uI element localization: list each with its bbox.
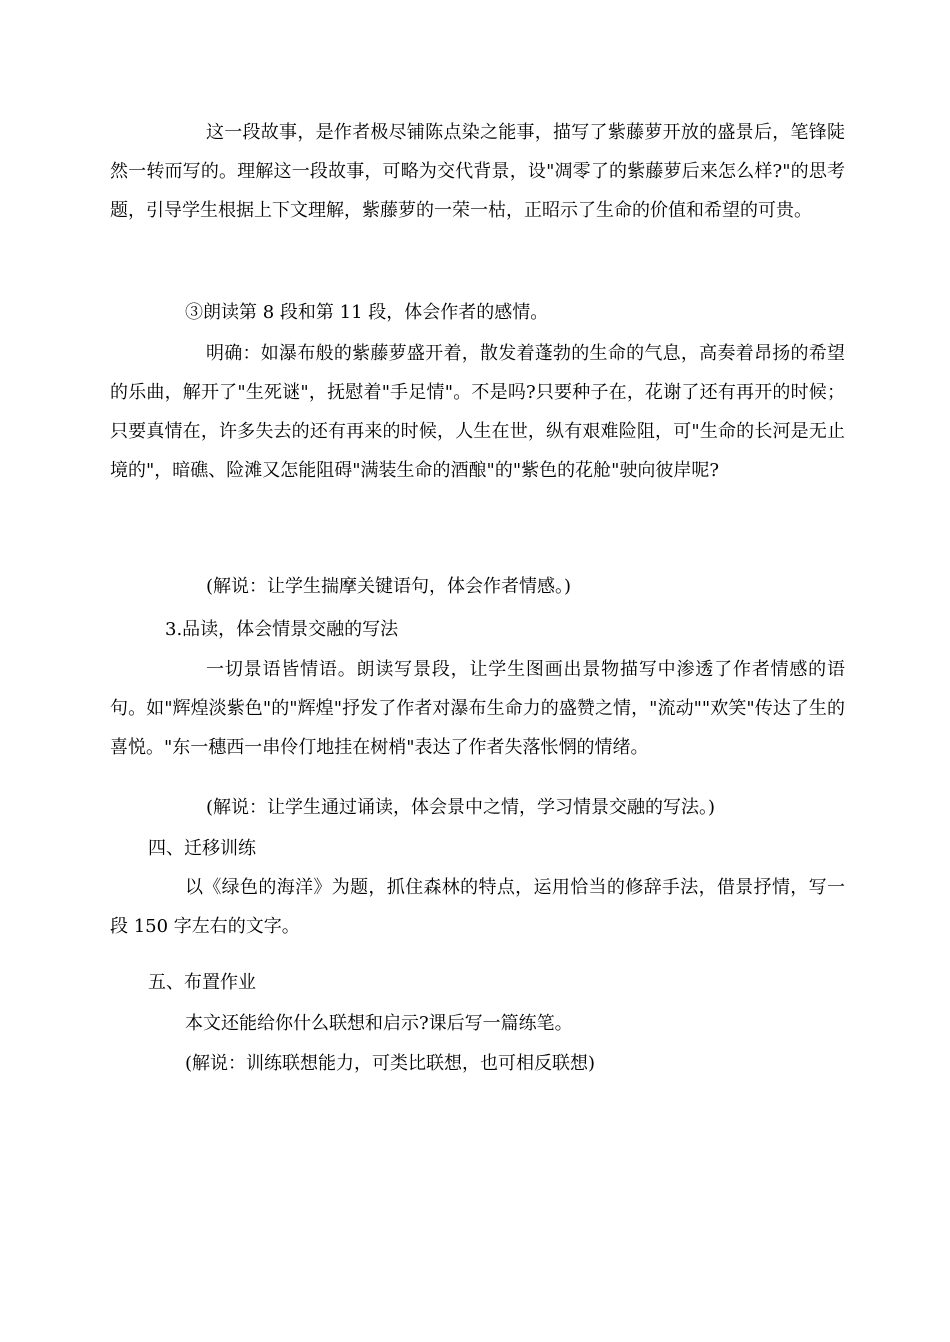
paragraph-writing-task: 以《绿色的海洋》为题，抓住森林的特点，运用恰当的修辞手法，借景抒情，写一段 150 字左右的文字。 (110, 877, 845, 937)
paragraph-clarification: 明确：如瀑布般的紫藤萝盛开着，散发着蓬勃的生命的气息，高奏着昂扬的希望的乐曲，解开了"生死谜"，抚慰着"手足情"。不是吗?只要种子在，花谢了还有再开的时候；只要真情在，许多失去的还有再来的时候，人生在世，纵有艰难险阻，可"生命的长河是无止境的"，暗礁、险滩又怎能阻碍"满装生命的酒酿"的"紫色的花舱"驶向彼岸呢? (110, 343, 845, 481)
paragraph-scene-emotion: 一切景语皆情语。朗读写景段，让学生图画出景物描写中渗透了作者情感的语句。如"辉煌淡紫色"的"辉煌"抒发了作者对瀑布生命力的盛赞之情，"流动""欢笑"传达了生的喜悦。"东一穗西一串伶仃地挂在树梢"表达了作者失落怅惘的情绪。 (110, 659, 845, 758)
paragraph-note-1: (解说：让学生揣摩关键语句，体会作者情感。) (206, 576, 572, 597)
heading-appreciation: 3.品读，体会情景交融的写法 (165, 619, 399, 640)
paragraph-note-3: (解说：训练联想能力，可类比联想，也可相反联想) (185, 1053, 596, 1074)
heading-homework: 五、布置作业 (148, 972, 256, 993)
paragraph-homework: 本文还能给你什么联想和启示?课后写一篇练笔。 (185, 1013, 573, 1034)
paragraph-reading-task: ③朗读第 8 段和第 11 段，体会作者的感情。 (185, 302, 549, 323)
paragraph-story-analysis: 这一段故事，是作者极尽铺陈点染之能事，描写了紫藤萝开放的盛景后，笔锋陡然一转而写的。理解这一段故事，可略为交代背景，设"凋零了的紫藤萝后来怎么样?"的思考题，引导学生根据上下文理解，紫藤萝的一荣一枯，正昭示了生命的价值和希望的可贵。 (110, 122, 845, 221)
paragraph-note-2: (解说：让学生通过诵读，体会景中之情，学习情景交融的写法。) (206, 797, 716, 818)
heading-transfer-training: 四、迁移训练 (148, 838, 256, 859)
